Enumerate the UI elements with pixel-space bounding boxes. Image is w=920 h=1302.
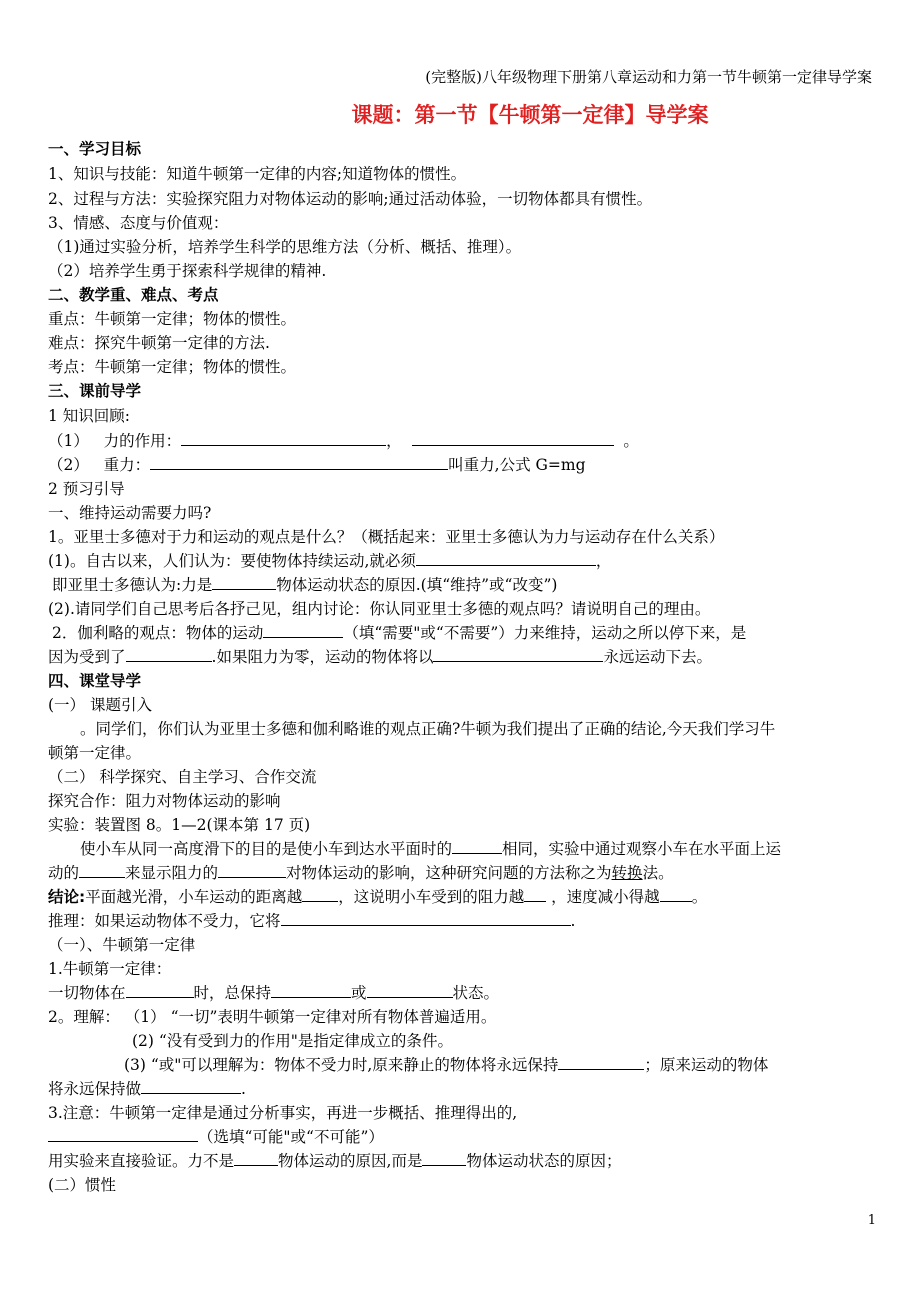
newton-line: (2) “没有受到力的作用"是指定律成立的条件。 bbox=[132, 1032, 453, 1050]
text: 对物体运动的影响，这种研究问题的方法称之为 bbox=[286, 864, 612, 882]
underlined-answer: 转换 bbox=[611, 864, 643, 882]
newton-line bbox=[48, 981, 499, 1003]
objective-line: （1)通过实验分析，培养学生科学的思维方法（分析、概括、推理）。 bbox=[48, 238, 522, 256]
text: 一切物体在 bbox=[48, 984, 126, 1002]
objective-line: 3、情感、态度与价值观： bbox=[48, 214, 229, 232]
preview-line bbox=[52, 621, 746, 643]
conclusion-line bbox=[48, 885, 707, 907]
blank-field[interactable] bbox=[452, 838, 502, 854]
preview-line: (2).请同学们自己思考后各抒己见，组内讨论：你认同亚里士多德的观点吗？请说明自己的理由。 bbox=[48, 600, 711, 618]
text: 来显示阻力的 bbox=[125, 864, 219, 882]
blank-field[interactable] bbox=[416, 550, 596, 566]
page-title: 课题：第一节【牛顿第一定律】导学案 bbox=[351, 103, 709, 127]
class-line: 探究合作：阻力对物体运动的影响 bbox=[48, 792, 281, 810]
text: 永远运动下去。 bbox=[603, 648, 712, 666]
blank-field[interactable] bbox=[79, 862, 125, 878]
blank-field[interactable] bbox=[263, 622, 343, 638]
blank-field[interactable] bbox=[524, 886, 546, 902]
text: ；原来运动的物体 bbox=[644, 1056, 769, 1074]
section-heading-objectives: 一、学习目标 bbox=[48, 140, 142, 158]
blank-field[interactable] bbox=[660, 886, 692, 902]
text: .如果阻力为零，运动的物体将以 bbox=[211, 648, 434, 666]
blank-field[interactable] bbox=[181, 430, 386, 446]
text: 状态。 bbox=[452, 984, 500, 1002]
key-point-line: 难点：探究牛顿第一定律的方法. bbox=[48, 334, 270, 352]
text: 物体运动状态的原因.(填“维持”或“改变”) bbox=[276, 576, 558, 594]
blank-field[interactable] bbox=[433, 646, 603, 662]
question-label: 重力： bbox=[103, 456, 151, 474]
text: 物体运动状态的原因； bbox=[466, 1152, 622, 1170]
text: 。 bbox=[691, 888, 708, 906]
preview-line bbox=[52, 573, 557, 595]
text: 物体运动的原因,而是 bbox=[278, 1152, 423, 1170]
newton-line bbox=[124, 1053, 768, 1075]
newton-line: 3.注意：牛顿第一定律是通过分析事实，再进一步概括、推理得出的, bbox=[48, 1104, 518, 1122]
key-point-line: 重点：牛顿第一定律；物体的惯性。 bbox=[48, 310, 297, 328]
newton-heading: （一）、牛顿第一定律 bbox=[48, 936, 196, 954]
text: (3) “或"可以理解为：物体不受力时,原来静止的物体将永远保持 bbox=[124, 1056, 559, 1074]
separator: ， bbox=[386, 432, 402, 450]
newton-line bbox=[48, 1125, 384, 1147]
text: 将永远保持做 bbox=[48, 1080, 142, 1098]
text: 平面越光滑，小车运动的距离越 bbox=[85, 888, 303, 906]
text: 推理：如果运动物体不受力，它将 bbox=[48, 912, 281, 930]
question-tail: 叫重力,公式 G=mg bbox=[448, 456, 586, 474]
document-header: (完整版)八年级物理下册第八章运动和力第一节牛顿第一定律导学案 bbox=[425, 68, 872, 86]
newton-line: 2。理解： （1） “一切”表明牛顿第一定律对所有物体普遍适用。 bbox=[48, 1008, 497, 1026]
page-number: 1 bbox=[867, 1213, 876, 1228]
section-heading-key-points: 二、教学重、难点、考点 bbox=[48, 286, 219, 304]
text: 用实验来直接验证。力不是 bbox=[48, 1152, 235, 1170]
blank-field[interactable] bbox=[218, 862, 286, 878]
inertia-heading: (二）惯性 bbox=[48, 1176, 117, 1194]
class-line: 实验：装置图 8。1—2(课本第 17 页) bbox=[48, 816, 311, 834]
blank-field[interactable] bbox=[302, 886, 338, 902]
period: 。 bbox=[623, 432, 639, 450]
blank-field[interactable] bbox=[412, 430, 614, 446]
section-heading-pre-class: 三、课前导学 bbox=[48, 382, 142, 400]
text: 时，总保持 bbox=[193, 984, 272, 1002]
review-label: 1 知识回顾: bbox=[48, 407, 131, 425]
objective-line: 1、知识与技能：知道牛顿第一定律的内容;知道物体的惯性。 bbox=[48, 165, 467, 183]
question-number: （1） bbox=[48, 432, 89, 450]
blank-field[interactable] bbox=[281, 910, 571, 926]
inference-line bbox=[48, 909, 575, 931]
text: ，速度减小得越 bbox=[551, 888, 660, 906]
newton-line: 1.牛顿第一定律： bbox=[48, 960, 172, 978]
preview-line: 1。亚里士多德对于力和运动的观点是什么？（概括起来：亚里士多德认为力与运动存在什么关系） bbox=[48, 528, 725, 546]
conclusion-label: 结论: bbox=[48, 888, 86, 906]
blank-field[interactable] bbox=[271, 982, 351, 998]
blank-field[interactable] bbox=[558, 1054, 644, 1070]
text: (1)。自古以来，人们认为：要使物体持续运动,就必须 bbox=[48, 552, 416, 570]
text: 使小车从同一高度滑下的目的是使小车到达水平面时的 bbox=[80, 840, 453, 858]
class-line: (一） 课题引入 bbox=[48, 696, 152, 714]
blank-field[interactable] bbox=[141, 1078, 241, 1094]
class-line: 。同学们，你们认为亚里士多德和伽利略谁的观点正确?牛顿为我们提出了正确的结论,今天我们学习牛 bbox=[80, 720, 776, 738]
text: ，这说明小车受到的阻力越 bbox=[338, 888, 525, 906]
text: 相同，实验中通过观察小车在水平面上运 bbox=[502, 840, 782, 858]
text: 动的 bbox=[48, 864, 80, 882]
class-line: （二） 科学探究、自主学习、合作交流 bbox=[48, 768, 317, 786]
blank-field[interactable] bbox=[212, 574, 276, 590]
text: ， bbox=[595, 552, 612, 570]
text: . bbox=[241, 1080, 246, 1098]
text: 法。 bbox=[642, 864, 674, 882]
question-label: 力的作用： bbox=[103, 432, 182, 450]
blank-field[interactable] bbox=[126, 646, 212, 662]
class-line bbox=[48, 861, 674, 883]
blank-field[interactable] bbox=[126, 982, 194, 998]
section-heading-in-class: 四、课堂导学 bbox=[48, 672, 142, 690]
blank-field[interactable] bbox=[422, 1150, 466, 1166]
review-question-1 bbox=[48, 429, 639, 451]
objective-line: 2、过程与方法：实验探究阻力对物体运动的影响;通过活动体验，一切物体都具有惯性。 bbox=[48, 190, 653, 208]
preview-heading: 一、维持运动需要力吗? bbox=[48, 504, 212, 522]
review-question-2 bbox=[48, 453, 586, 475]
newton-line bbox=[48, 1149, 621, 1171]
text: 因为受到了 bbox=[48, 648, 126, 666]
objective-line: （2）培养学生勇于探索科学规律的精神. bbox=[48, 262, 327, 280]
text: . bbox=[570, 912, 576, 930]
preview-line bbox=[48, 645, 712, 667]
preview-label: 2 预习引导 bbox=[48, 480, 125, 498]
text: 2．伽利略的观点：物体的运动 bbox=[52, 624, 264, 642]
class-line: 顿第一定律。 bbox=[48, 744, 142, 762]
blank-field[interactable] bbox=[48, 1126, 198, 1142]
text: （填“需要"或“不需要”）力来维持，运动之所以停下来，是 bbox=[343, 624, 747, 642]
question-number: （2） bbox=[48, 456, 89, 474]
text: 即亚里士多德认为:力是 bbox=[52, 576, 213, 594]
blank-field[interactable] bbox=[150, 454, 448, 470]
blank-field[interactable] bbox=[234, 1150, 278, 1166]
text: （选填“可能"或“不可能”） bbox=[198, 1128, 384, 1146]
class-line bbox=[80, 837, 781, 859]
text: 或 bbox=[351, 984, 367, 1002]
preview-line bbox=[48, 549, 611, 571]
key-point-line: 考点：牛顿第一定律；物体的惯性。 bbox=[48, 358, 297, 376]
blank-field[interactable] bbox=[367, 982, 453, 998]
newton-line bbox=[48, 1077, 246, 1099]
